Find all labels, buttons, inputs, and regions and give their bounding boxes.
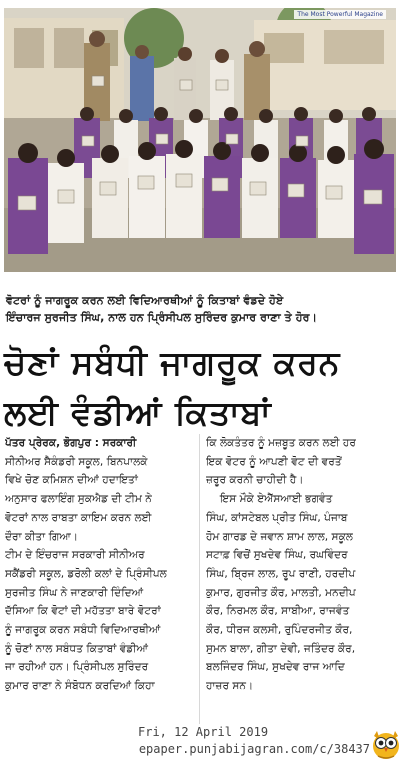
article-column-left xyxy=(5,434,195,696)
article-column-right xyxy=(206,434,396,696)
headline xyxy=(4,338,400,438)
article-line: ਨੂੰ ਜਾਗਰੂਕ ਕਰਨ ਸਬੰਧੀ ਵਿਦਿਆਰਥੀਆਂ xyxy=(5,624,161,637)
article-line: ਵਿਖੇ ਚੋਣ ਕਮਿਸ਼ਨ ਦੀਆਂ ਹਦਾਇਤਾਂ xyxy=(5,474,138,487)
article-line: ਸਕੈਂਡਰੀ ਸਕੂਲ, ਡਰੋਲੀ ਕਲਾਂ ਦੇ ਪ੍ਰਿੰਸੀਪਲ xyxy=(5,567,167,580)
article-line: ਇਕ ਵੋਟਰ ਨੂੰ ਆਪਣੀ ਵੋਟ ਦੀ ਵਰਤੋਂ xyxy=(206,455,342,468)
article-line: ਟੀਮ ਦੇ ਇੰਚਰਾਜ ਸਰਕਾਰੀ ਸੀਨੀਅਰ xyxy=(5,549,145,562)
news-photo xyxy=(4,8,396,272)
article-line: ਕੁਮਾਰ ਰਾਣਾ ਨੇ ਸੰਬੋਧਨ ਕਰਦਿਆਂ ਕਿਹਾ xyxy=(5,680,155,693)
article-line: ਜ਼ਰੂਰ ਕਰਨੀ ਚਾਹੀਦੀ ਹੈ। xyxy=(206,474,304,487)
article-line: ਸੁਰਜੀਤ ਸਿੰਘ ਨੇ ਜਾਣਕਾਰੀ ਦਿੰਦਿਆਂ xyxy=(5,586,144,599)
article-line: ਸੀਨੀਅਰ ਸੈਕੰਡਰੀ ਸਕੂਲ, ਬਿਨਪਾਲਕੇ xyxy=(5,455,148,468)
column-divider xyxy=(199,434,200,724)
article-line: ਨੂੰ ਚੋਣਾਂ ਨਾਲ ਸਬੰਧਤ ਕਿਤਾਬਾਂ ਵੰਡੀਆਂ xyxy=(5,642,149,655)
article-line: ਕੌਰ, ਧੀਰਜ ਕਲਸੀ, ਰੁਪਿੰਦਰਜੀਤ ਕੌਰ, xyxy=(206,624,353,637)
article-line: ਕਿ ਲੋਕਤੰਤਰ ਨੂੰ ਮਜ਼ਬੂਤ ਕਰਨ ਲਈ ਹਰ xyxy=(206,437,356,449)
article-line: ਅਨੁਸਾਰ ਫਲਾਇੰਗ ਸੁਕਐਡ ਦੀ ਟੀਮ ਨੇ xyxy=(5,493,152,506)
headline-line-2: ਲਈ ਵੰਡੀਆਂ ਕਿਤਾਬਾਂ xyxy=(4,393,272,432)
article-line: ਦੌਰਾ ਕੀਤਾ ਗਿਆ। xyxy=(5,530,79,543)
owl-mascot-icon xyxy=(371,728,401,760)
caption-line: ਇੰਚਾਰਜ ਸੁਰਜੀਤ ਸਿੰਘ, ਨਾਲ ਹਨ ਪ੍ਰਿੰਸੀਪਲ ਸੁਰਿੰਦਰ ਕੁਮਾਰ ਰਾਣਾ ਤੇ ਹੋਰ। xyxy=(6,311,318,324)
article-line: ਵੋਟਰਾਂ ਨਾਲ ਰਾਬਤਾ ਕਾਇਮ ਕਰਨ ਲਈ xyxy=(5,511,152,524)
article-line: ਸਟਾਫ਼ ਵਿਚੋਂ ਸੁਖਦੇਵ ਸਿੰਘ, ਰਘਵਿੰਦਰ xyxy=(206,549,348,562)
article-line: ਇਸ ਮੌਕੇ ਏਐੱਸਆਈ ਭਗਵੰਤ xyxy=(220,493,333,506)
epaper-url[interactable]: epaper.punjabijagran.com/c/38437 xyxy=(138,742,370,756)
article-line: ਕੌਰ, ਨਿਰਮਲ ਕੌਰ, ਸਾਬੀਆ, ਰਾਜਵੰਤ xyxy=(206,605,350,618)
article-line: ਹੋਮ ਗਾਰਡ ਦੇ ਜਵਾਨ ਸ਼ਾਮ ਲਾਲ, ਸਕੂਲ xyxy=(206,530,353,543)
headline-line-1: ਚੋਣਾਂ ਸਬੰਧੀ ਜਾਗਰੂਕ ਕਰਨ xyxy=(4,343,341,382)
article-line: ਪੱਤਰ ਪ੍ਰੇਰਕ, ਭੋਗਪੁਰ : ਸਰਕਾਰੀ xyxy=(5,437,137,449)
article-line: ਸੁਮਨ ਬਾਲਾ, ਗੀਤਾ ਦੇਵੀ, ਜਤਿੰਦਰ ਕੌਰ, xyxy=(206,642,356,655)
article-line: ਹਾਜ਼ਰ ਸਨ। xyxy=(206,680,254,693)
article-line: ਜਾ ਰਹੀਆਂ ਹਨ। ਪ੍ਰਿੰਸੀਪਲ ਸੁਰਿੰਦਰ xyxy=(5,661,149,674)
article-line: ਕੁਮਾਰ, ਗੁਰਜੀਤ ਕੌਰ, ਮਾਲਤੀ, ਮਨਦੀਪ xyxy=(206,586,356,599)
article-line: ਸਿੰਘ, ਬ੍ਰਿਜ ਲਾਲ, ਰੂਪ ਰਾਣੀ, ਹਰਦੀਪ xyxy=(206,567,356,580)
photo-students-holding-books xyxy=(4,8,396,272)
caption-line: ਵੋਟਰਾਂ ਨੂੰ ਜਾਗਰੂਕ ਕਰਨ ਲਈ ਵਿਦਿਆਰਥੀਆਂ ਨੂੰ ਕਿਤਾਬਾਂ ਵੰਡਦੇ ਹੋਏ xyxy=(6,294,284,307)
footer-source xyxy=(120,724,370,758)
photo-caption xyxy=(6,292,400,326)
publication-date: Fri, 12 April 2019 xyxy=(138,725,269,739)
photo-badge: The Most Powerful Magazine xyxy=(294,10,386,19)
article-line: ਸਿੰਘ, ਕਾਂਸਟੇਬਲ ਪ੍ਰੀਤ ਸਿੰਘ, ਪੰਜਾਬ xyxy=(206,511,348,524)
article-line: ਦੱਸਿਆ ਕਿ ਵੋਟਾਂ ਦੀ ਮਹੱਤਤਾ ਬਾਰੇ ਵੋਟਰਾਂ xyxy=(5,605,161,618)
article-line: ਬਲਜਿੰਦਰ ਸਿੰਘ, ਸੁਖਦੇਵ ਰਾਜ ਆਦਿ xyxy=(206,661,345,674)
